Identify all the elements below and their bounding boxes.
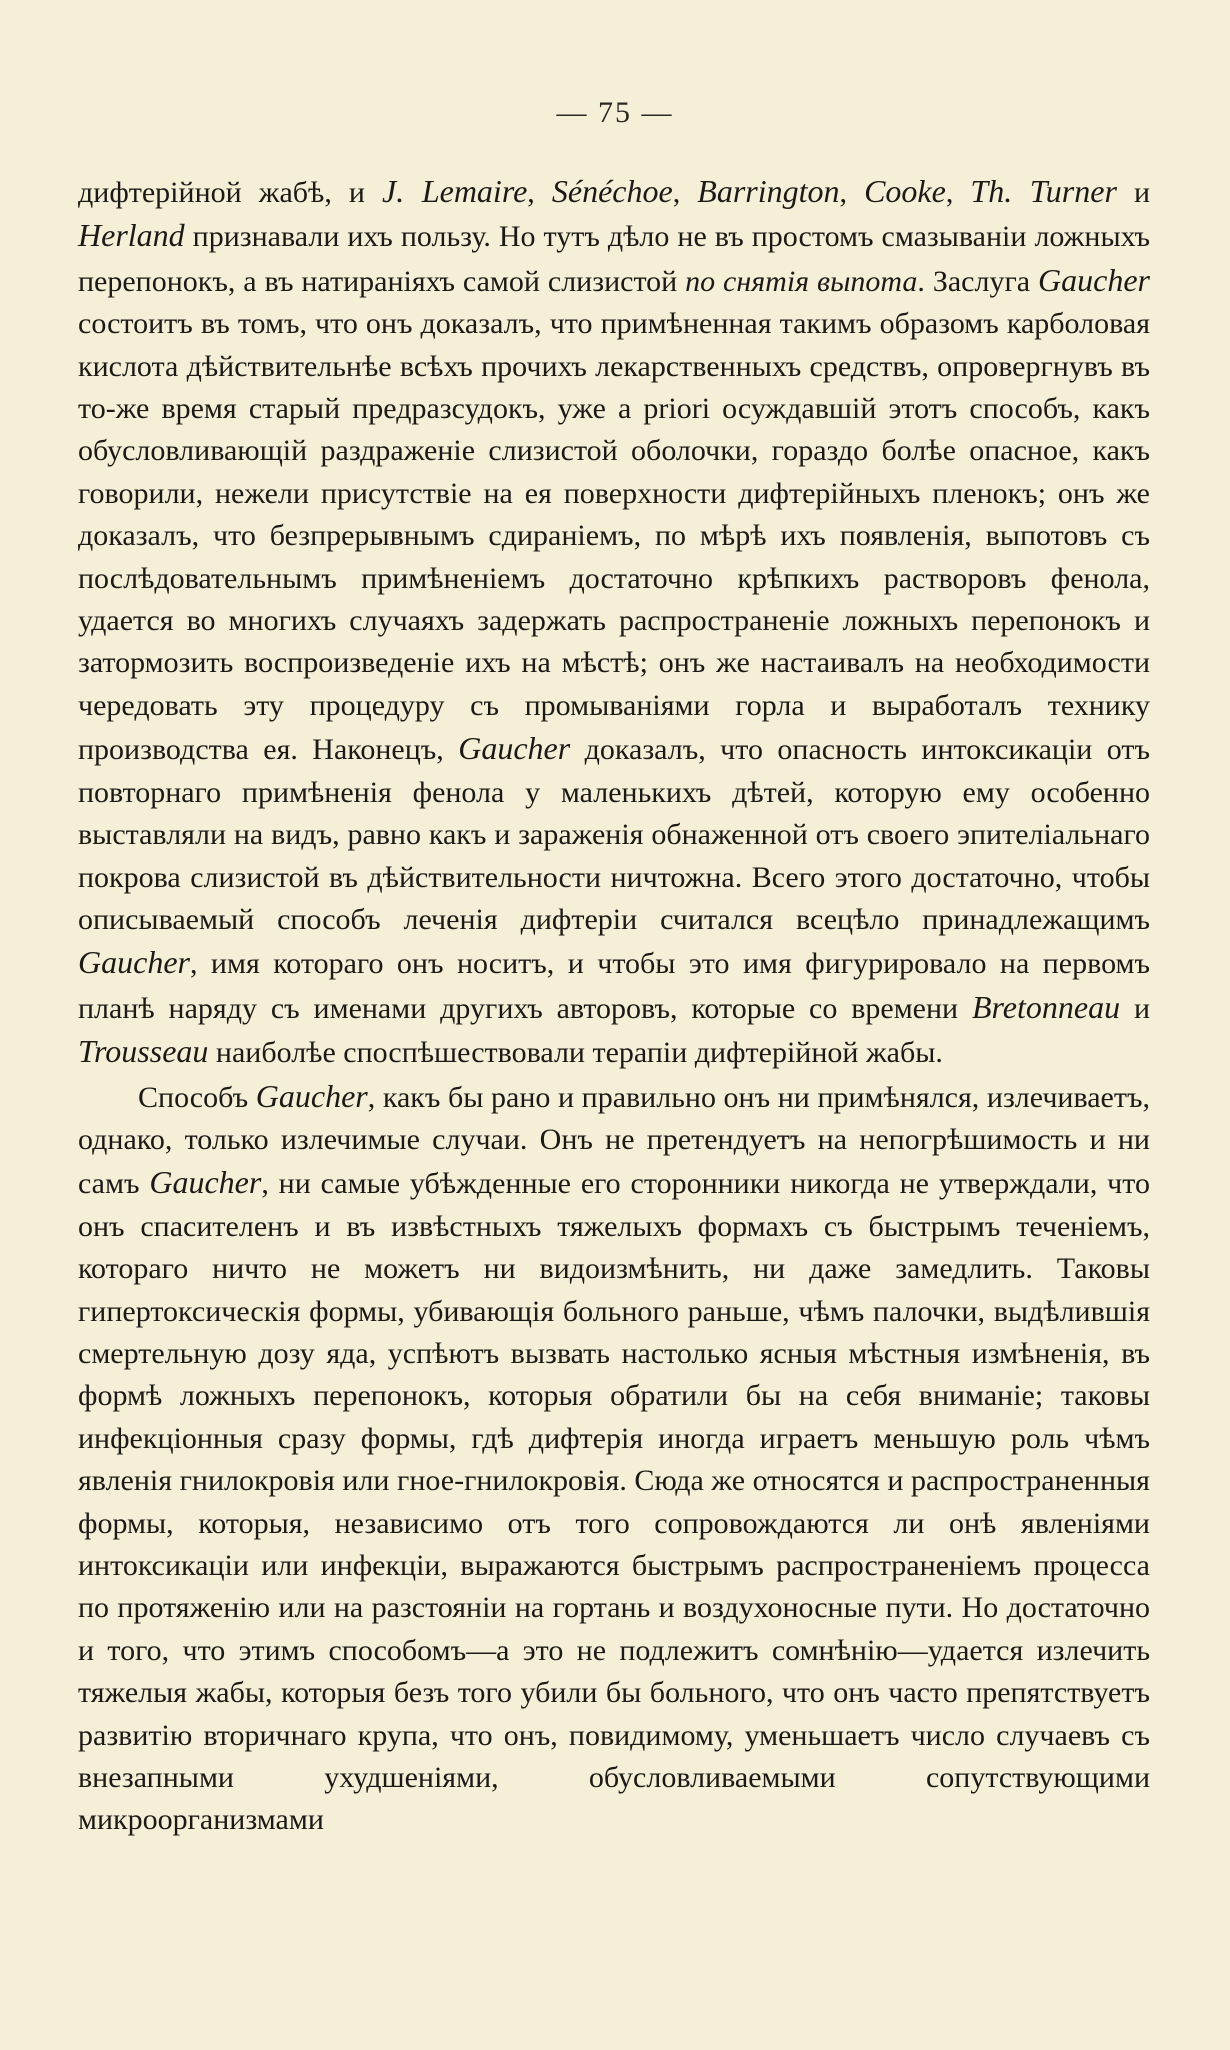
text-run: , ни самые убѣжденные его сторонники никогда не утверждали, что онъ спасителенъ и въ извѣстныхъ тяжелыхъ формахъ съ быстрымъ теченіемъ, котораго ничто не можетъ ни видоизмѣнить, ни даже замедлить. Таковы гипертоксическія формы, убивающія больного раньше, чѣмъ палочки, выдѣлившія смертельную дозу яда, успѣютъ вызвать настолько ясныя мѣстныя измѣненія, въ формѣ ложныхъ перепонокъ, которыя обратили бы на себя вниманіе; таковы инфекціонныя сразу формы, гдѣ дифтерія иногда играетъ меньшую роль чѣмъ явленія гнилокровія или гное-гнилокровія. Сюда же относятся и распространенныя формы, которыя, независимо отъ того сопровождаются ли онѣ явленіями интоксикаціи или инфекціи, выражаются быстрымъ распространеніемъ процесса по протяженію или на разстояніи на гортань и воздухоносные пути. Но достаточно и того, что этимъ способомъ—а это не подлежитъ сомнѣнію—удается излечить тяжелыя жабы, которыя безъ того убили бы больного, что онъ часто препятствуетъ развитію вторичнаго крупа, что онъ, повидимому, уменьшаетъ число случаевъ съ внезапными ухудшеніями, обусловливаемыми сопутствующими микроорганизмами — [78, 1167, 1150, 1837]
text-run: , — [672, 176, 698, 209]
text-run: , имя котораго онъ носитъ, и чтобы это имя фигурировало на первомъ планѣ наряду съ именами другихъ авторовъ, которые со времени — [78, 947, 1150, 1025]
author-name: Bretonneau — [971, 988, 1121, 1025]
author-name: Cooke — [864, 173, 946, 209]
text-run: , — [945, 176, 971, 209]
author-name: Barrington — [697, 173, 840, 209]
emphasized-phrase: по снятія выпота — [685, 264, 918, 298]
author-name: Sénéchoe — [551, 173, 673, 209]
paragraph — [78, 170, 1150, 1075]
text-run: , какъ бы рано и правильно онъ ни примѣнялся, излечиваетъ, однако, только излечимые случаи. Онъ не претендуетъ на непогрѣшимость и ни самъ — [78, 1080, 1150, 1201]
text-run: . Заслуга — [917, 264, 1039, 298]
text-run: наиболѣе споспѣшествовали терапіи дифтерійной жабы. — [208, 1036, 943, 1070]
text-run: , — [527, 176, 552, 209]
author-name: Herland — [78, 217, 185, 254]
text-run: и — [1116, 176, 1151, 209]
text-run: доказалъ, что опасность интоксикаціи отъ повторнаго примѣненія фенола у маленькихъ дѣтей, которую ему особенно выставляли на видъ, равно какъ и зараженія обнаженной отъ своего эпителіальнаго покрова слизистой въ дѣйствительности ничтожна. Всего этого достаточно, чтобы описываемый способъ леченія дифтеріи считался всецѣло принадлежащимъ — [78, 733, 1150, 936]
author-name: Gaucher — [149, 1164, 262, 1201]
text-run: Способъ — [138, 1080, 256, 1114]
paragraph — [78, 1075, 1150, 1842]
page-number: — 75 — — [556, 96, 674, 129]
text-run: состоитъ въ томъ, что онъ доказалъ, что примѣненная такимъ образомъ карболовая кислота дѣйствительнѣе всѣхъ прочихъ лекарственныхъ средствъ, опровергнувъ въ то-же время старый предразсудокъ, уже а priori осуждавшій этотъ способъ, какъ обусловливающій раздраженіе слизистой оболочки, гораздо болѣе опасное, какъ говорили, нежели присутствіе на ея поверхности дифтерійныхъ пленокъ; онъ же доказалъ, что безпрерывнымъ сдираніемъ, по мѣрѣ ихъ появленія, выпотовъ съ послѣдовательнымъ примѣненіемъ достаточно крѣпкихъ растворовъ фенола, удается во многихъ случаяхъ задержать распространеніе ложныхъ перепонокъ и затормозить воспроизведеніе ихъ на мѣстѣ; онъ же настаивалъ на необходимости чередовать эту процедуру съ промываніями горла и выработалъ технику производства ея. Наконецъ, — [78, 307, 1150, 767]
text-run: признавали ихъ пользу. Но тутъ дѣло не въ простомъ смазываніи ложныхъ перепонокъ, а въ натираніяхъ самой слизистой — [78, 220, 1150, 298]
author-name: Gaucher — [78, 944, 190, 981]
text-run: дифтерійной жабѣ, и — [78, 176, 383, 209]
body-text — [78, 170, 1150, 1842]
author-name: Gaucher — [255, 1077, 368, 1114]
author-name: Trousseau — [78, 1033, 209, 1070]
text-run: и — [1120, 991, 1150, 1025]
author-name: J. Lemaire — [382, 173, 528, 209]
author-name: Th. Turner — [970, 173, 1117, 209]
author-name: Gaucher — [458, 730, 571, 767]
text-run: , — [839, 176, 865, 209]
author-name: Gaucher — [1038, 261, 1150, 298]
